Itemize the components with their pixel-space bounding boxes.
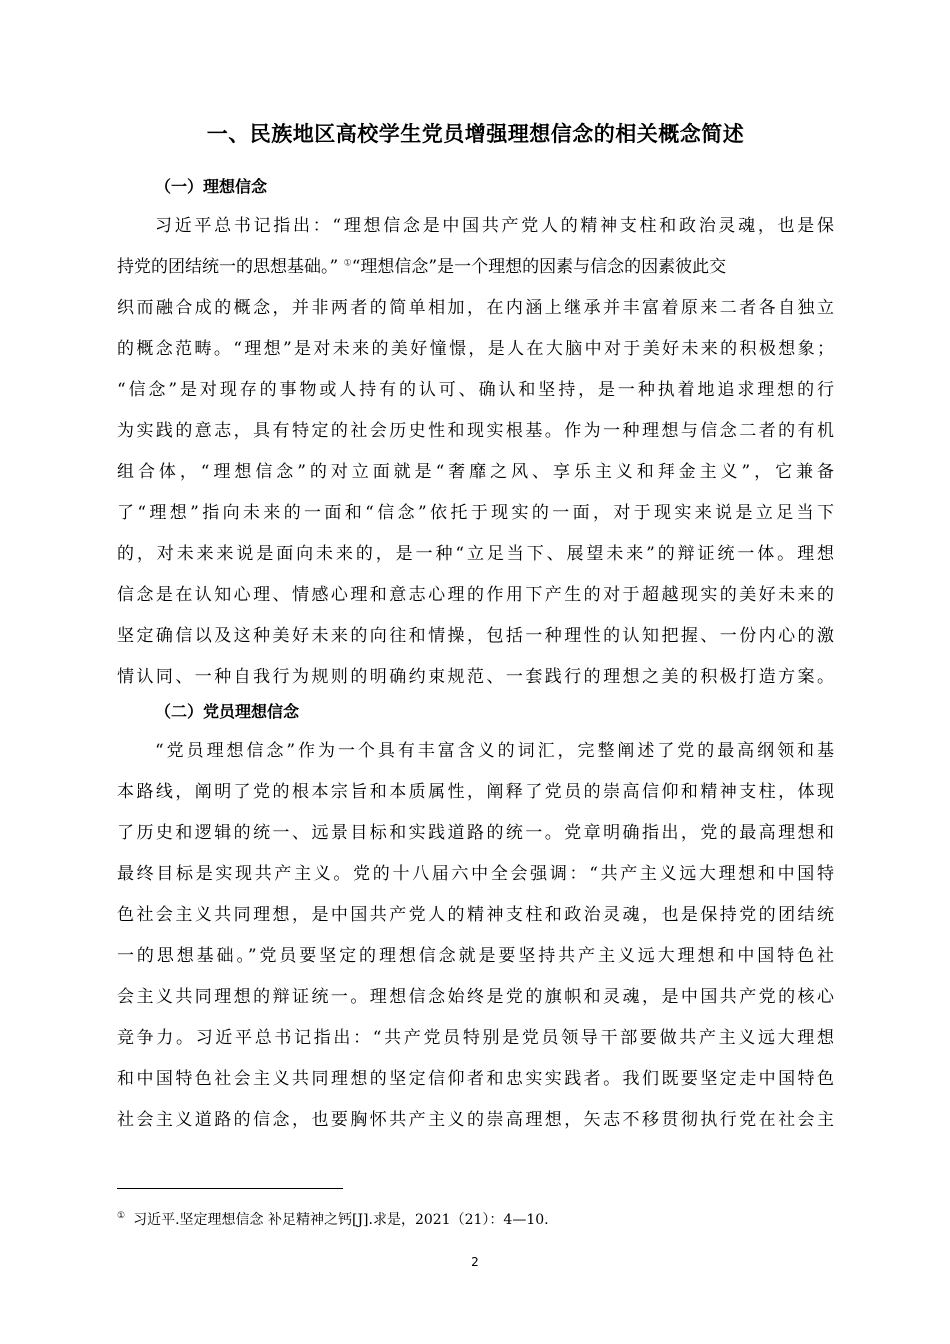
paragraph-line: 情认同、一种自我行为规则的明确约束规范、一套践行的理想之美的积极打造方案。 [117,667,834,687]
paragraph-line: 一的思想基础。”党员要坚定的理想信念就是要坚持共产主义远大理想和中国特色社 [117,946,834,966]
footnote-separator [117,1188,343,1189]
page-number: 2 [471,1255,479,1269]
paragraph-line: 了历史和逻辑的统一、远景目标和实践道路的统一。党章明确指出，党的最高理想和 [117,823,834,843]
paragraph-line: 习近平总书记指出：“理想信念是中国共产党人的精神支柱和政治灵魂，也是保 [155,216,834,236]
paragraph-line: 色社会主义共同理想，是中国共产党人的精神支柱和政治灵魂，也是保持党的团结统 [117,905,834,925]
paragraph-line: 为实践的意志，具有特定的社会历史性和现实根基。作为一种理想与信念二者的有机 [117,421,834,441]
paragraph-line: 了“理想”指向未来的一面和“信念”依托于现实的一面，对于现实来说是立足当下 [117,503,834,523]
paragraph-line: 和中国特色社会主义共同理想的坚定信仰者和忠实实践者。我们既要坚定走中国特色 [117,1069,834,1089]
paragraph-line: 最终目标是实现共产主义。党的十八届六中全会强调：“共产主义远大理想和中国特 [117,864,834,884]
section-heading-1: （一）理想信念 [155,177,268,196]
section-heading-2: （二）党员理想信念 [155,702,300,721]
paragraph-line: 坚定确信以及这种美好未来的向往和情操，包括一种理性的认知把握、一份内心的激 [117,626,834,646]
paragraph-line: 组合体，“理想信念”的对立面就是“奢靡之风、享乐主义和拜金主义”，它兼备 [117,462,834,482]
paragraph-line: 社会主义道路的信念，也要胸怀共产主义的崇高理想，矢志不移贯彻执行党在社会主 [117,1110,834,1130]
paragraph-line: 会主义共同理想的辩证统一。理想信念始终是党的旗帜和灵魂，是中国共产党的核心 [117,987,834,1007]
paragraph-line: 的，对未来来说是面向未来的，是一种“立足当下、展望未来”的辩证统一体。理想 [117,544,834,564]
paragraph-line [117,255,834,279]
footnote-text: 习近平.坚定理想信念 补足精神之钙[J].求是，2021（21）：4—10. [133,1212,549,1228]
paragraph-line: “信念”是对现存的事物或人持有的认可、确认和坚持，是一种执着地追求理想的行 [117,380,834,400]
paragraph-line: 织而融合成的概念，并非两者的简单相加，在内涵上继承并丰富着原来二者各自独立 [117,298,834,318]
paragraph-line-segment: “理想信念”是一个理想的因素与信念的因素彼此交 [351,257,727,277]
paragraph-line: 本路线，阐明了党的根本宗旨和本质属性，阐释了党员的崇高信仰和精神支柱，体现 [117,782,834,802]
paragraph-line: 信念是在认知心理、情感心理和意志心理的作用下产生的对于超越现实的美好未来的 [117,585,834,605]
paragraph-line: 的概念范畴。“理想”是对未来的美好憧憬，是人在大脑中对于美好未来的积极想象； [117,339,834,359]
paragraph-line: “党员理想信念”作为一个具有丰富含义的词汇，完整阐述了党的最高纲领和基 [155,741,834,761]
paragraph-line-segment: 持党的团结统一的思想基础。” [117,257,339,277]
paragraph-line: 竞争力。习近平总书记指出：“共产党员特别是党员领导干部要做共产主义远大理想 [117,1028,834,1048]
footnote-reference[interactable]: ① [343,258,352,269]
footnote-marker: ① [117,1211,126,1222]
footnote [117,1210,549,1230]
chapter-title: 一、民族地区高校学生党员增强理想信念的相关概念简述 [206,122,745,146]
